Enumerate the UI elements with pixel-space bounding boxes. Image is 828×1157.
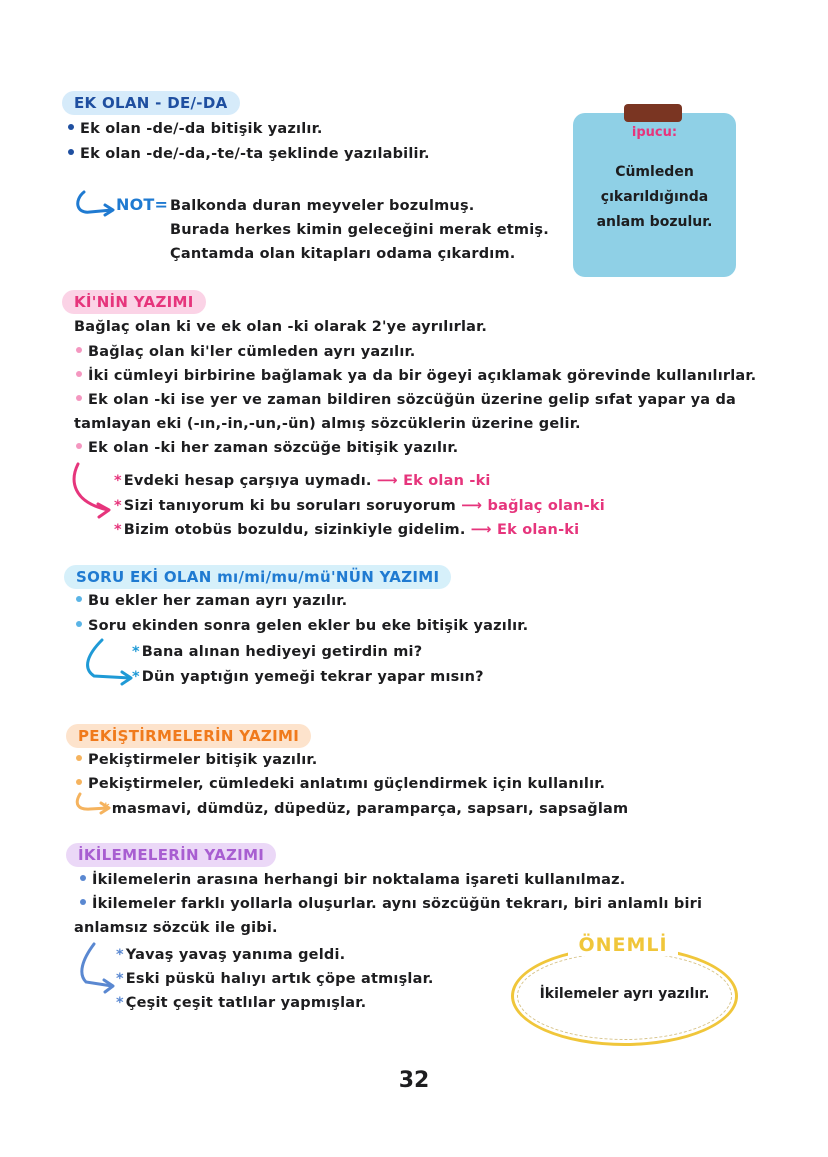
section1-bullet-2: Ek olan -de/-da,-te/-ta şeklinde yazılabilir.: [68, 145, 430, 163]
section1-bullet-1: Ek olan -de/-da bitişik yazılır.: [68, 120, 323, 138]
section5-bullet-2: İkilemeler farklı yollarla oluşurlar. aynı sözcüğün tekrarı, biri anlamlı biri: [80, 895, 702, 913]
asterisk-icon: *: [114, 498, 122, 514]
note-label: NOT=: [116, 195, 169, 214]
important-body: İkilemeler ayrı yazılır.: [539, 986, 710, 1002]
section4-bullet-2: Pekiştirmeler, cümledeki anlatımı güçlendirmek için kullanılır.: [76, 775, 605, 793]
section1-example-1: Balkonda duran meyveler bozulmuş.: [170, 198, 475, 214]
section5-example-1: * Yavaş yavaş yanıma geldi.: [116, 947, 346, 963]
bullet-dot: [76, 347, 82, 353]
arrow-right-icon: ⟶: [376, 473, 398, 489]
bullet-dot: [76, 779, 82, 785]
bullet-dot: [76, 621, 82, 627]
bullet-dot: [76, 443, 82, 449]
curved-arrow-icon: [68, 462, 116, 524]
tape-decoration: [624, 104, 682, 122]
section2-example-3: * Bizim otobüs bozuldu, sizinkiyle gidelim. ⟶ Ek olan-ki: [114, 522, 580, 538]
bullet-dot: [76, 395, 82, 401]
asterisk-icon: *: [114, 522, 122, 538]
section3-heading: SORU EKİ OLAN mı/mi/mu/mü'NÜN YAZIMI: [64, 565, 451, 589]
bullet-dot: [76, 596, 82, 602]
page-number: 32: [398, 1068, 430, 1093]
section2-heading: Kİ'NİN YAZIMI: [62, 290, 206, 314]
section2-bullet-4: Ek olan -ki her zaman sözcüğe bitişik yazılır.: [76, 439, 458, 457]
asterisk-icon: *: [114, 473, 122, 489]
curved-arrow-icon: [72, 190, 118, 218]
section2-bullet-3: Ek olan -ki ise yer ve zaman bildiren sözcüğün üzerine gelip sıfat yapar ya da: [76, 391, 736, 409]
section2-example-1: * Evdeki hesap çarşıya uymadı. ⟶ Ek olan -ki: [114, 473, 491, 489]
section4-bullet-1: Pekiştirmeler bitişik yazılır.: [76, 751, 317, 769]
section2-bullet-2: İki cümleyi birbirine bağlamak ya da bir ögeyi açıklamak görevinde kullanılırlar.: [76, 367, 756, 385]
section2-bullet-3-cont: tamlayan eki (-ın,-in,-un,-ün) almış sözcüklerin üzerine gelir.: [74, 416, 581, 432]
section4-example: * masmavi, dümdüz, düpedüz, paramparça, sapsarı, sapsağlam: [102, 801, 629, 817]
section5-example-3: * Çeşit çeşit tatlılar yapmışlar.: [116, 995, 367, 1011]
section2-bullet-1: Bağlaç olan ki'ler cümleden ayrı yazılır.: [76, 343, 416, 361]
bullet-dot: [68, 124, 74, 130]
section3-example-1: * Bana alınan hediyeyi getirdin mi?: [132, 644, 423, 660]
curved-arrow-icon: [80, 638, 136, 690]
bullet-dot: [80, 875, 86, 881]
bullet-dot: [76, 755, 82, 761]
asterisk-icon: *: [116, 995, 124, 1011]
bullet-dot: [80, 899, 86, 905]
asterisk-icon: *: [102, 801, 110, 817]
section1-example-3: Çantamda olan kitapları odama çıkardım.: [170, 246, 516, 262]
section1-example-2: Burada herkes kimin geleceğini merak etmiş.: [170, 222, 549, 238]
arrow-right-icon: ⟶: [461, 498, 483, 514]
asterisk-icon: *: [116, 947, 124, 963]
section3-bullet-2: Soru ekinden sonra gelen ekler bu eke bitişik yazılır.: [76, 617, 528, 635]
bullet-dot: [68, 149, 74, 155]
section5-continuation: anlamsız sözcük ile gibi.: [74, 920, 278, 936]
section5-bullet-1: İkilemelerin arasına herhangi bir noktalama işareti kullanılmaz.: [80, 871, 625, 889]
section3-bullet-1: Bu ekler her zaman ayrı yazılır.: [76, 592, 347, 610]
asterisk-icon: *: [132, 669, 140, 685]
section5-example-2: * Eski püskü halıyı artık çöpe atmışlar.: [116, 971, 434, 987]
asterisk-icon: *: [116, 971, 124, 987]
asterisk-icon: *: [132, 644, 140, 660]
section2-intro: Bağlaç olan ki ve ek olan -ki olarak 2'ye ayrılırlar.: [74, 319, 488, 335]
section3-example-2: * Dün yaptığın yemeği tekrar yapar mısın?: [132, 669, 484, 685]
section2-example-2: * Sizi tanıyorum ki bu soruları soruyorum ⟶ bağlaç olan-ki: [114, 498, 605, 514]
bullet-dot: [76, 371, 82, 377]
section4-heading: PEKİŞTİRMELERİN YAZIMI: [66, 724, 311, 748]
section5-heading: İKİLEMELERİN YAZIMI: [66, 843, 276, 867]
tip-body: Cümleden çıkarıldığında anlam bozulur.: [596, 164, 713, 230]
important-title: ÖNEMLİ: [568, 934, 678, 956]
section1-heading: EK OLAN - DE/-DA: [62, 91, 240, 115]
arrow-right-icon: ⟶: [470, 522, 492, 538]
curved-arrow-icon: [76, 942, 120, 1000]
tip-title: ipucu:: [631, 125, 678, 140]
